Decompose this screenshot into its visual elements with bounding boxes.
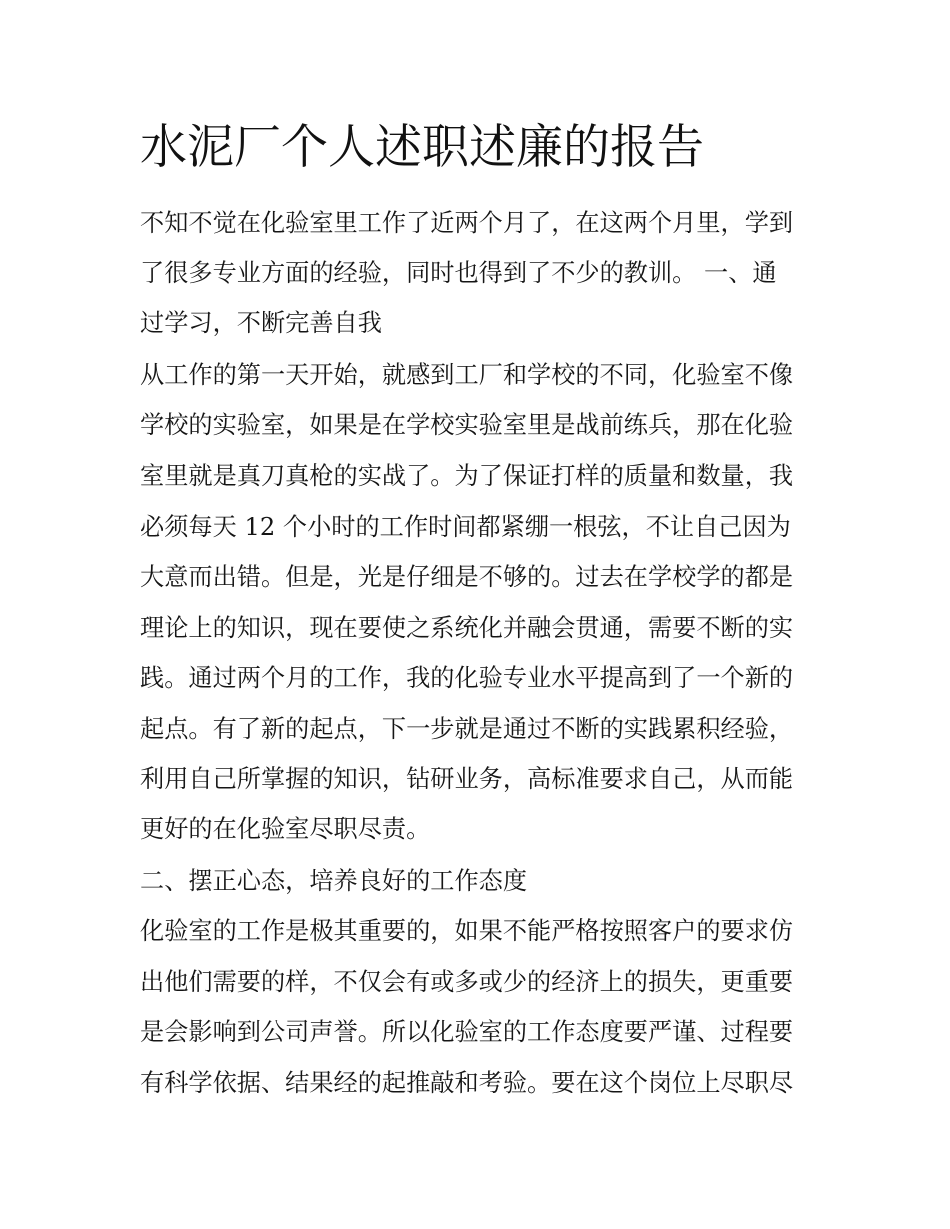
section-heading: 二、摆正心态，培养良好的工作态度: [140, 867, 528, 895]
body-line: 学校的实验室，如果是在学校实验室里是战前练兵，那在化验: [140, 411, 794, 439]
body-line: 出他们需要的样，不仅会有或多或少的经济上的损失，更重要: [140, 968, 794, 996]
body-line: 大意而出错。但是，光是仔细是不够的。过去在学校学的都是: [140, 563, 794, 591]
body-line: 从工作的第一天开始，就感到工厂和学校的不同，化验室不像: [140, 361, 794, 389]
body-line: 更好的在化验室尽职尽责。: [140, 815, 431, 843]
body-line: 不知不觉在化验室里工作了近两个月了，在这两个月里，学到: [140, 209, 794, 237]
body-line: 起点。有了新的起点，下一步就是通过不断的实践累积经验，: [140, 715, 794, 743]
body-line: 有科学依据、结果经的起推敲和考验。要在这个岗位上尽职尽: [140, 1069, 794, 1097]
body-line: 践。通过两个月的工作，我的化验专业水平提高到了一个新的: [140, 664, 794, 692]
body-line: 过学习，不断完善自我: [140, 309, 382, 337]
body-line: 理论上的知识，现在要使之系统化并融会贯通，需要不断的实: [140, 614, 794, 642]
body-line: 利用自己所掌握的知识，钻研业务，高标准要求自己，从而能: [140, 765, 794, 793]
body-line: 必须每天 12 个小时的工作时间都紧绷一根弦，不让自己因为: [140, 513, 791, 541]
body-line: 了很多专业方面的经验，同时也得到了不少的教训。 一、通: [140, 259, 777, 287]
document-title: 水泥厂个人述职述廉的报告: [140, 120, 704, 175]
body-line: 是会影响到公司声誉。所以化验室的工作态度要严谨、过程要: [140, 1018, 794, 1046]
body-line: 化验室的工作是极其重要的，如果不能严格按照客户的要求仿: [140, 917, 794, 945]
body-line: 室里就是真刀真枪的实战了。为了保证打样的质量和数量，我: [140, 462, 794, 490]
